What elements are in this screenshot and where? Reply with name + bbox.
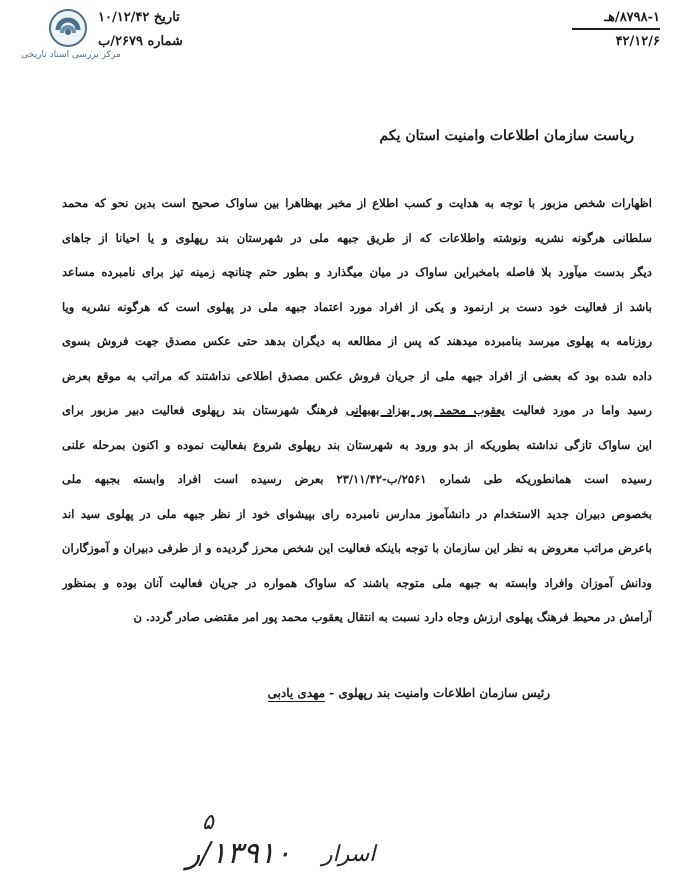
signature-block: [268, 686, 550, 702]
archive-center-logo-icon: [48, 8, 88, 48]
body-line: آرامش در محیط فرهنگ پهلوی ارزش وجاه دارد نسبت به انتقال یعقوب محمد پور امر مقتضی صادر گردد. ن: [133, 610, 652, 624]
letter-date: تاریخ ۱۰/۱۲/۴۲: [98, 10, 180, 25]
body-line: داده شده بود که بعضی از افراد جبهه ملی از جریان فروش عکس مصدق اطلاعی نداشتند که مراتب به موقع بعرض: [62, 368, 652, 383]
body-line: ودانش آموزان وافراد وابسته به جبهه ملی متوجه باشند که ساواک همواره در جریان فعالیت آنان بوده و بمنظور: [62, 575, 652, 590]
body-line: بخصوص دبیران جدید الاستخدام در دانشآموز مدارس نامبرده رای بپیشوای خود از نظر جبهه ملی در پهلوی سید اند: [62, 506, 652, 521]
handwritten-word: اسرار: [322, 842, 376, 867]
body-line: اظهارات شخص مزبور با توجه به هدایت و کسب اطلاع از مخبر بهظاهرا بین ساواک صحیح است بدین نحو که محمد: [62, 196, 652, 210]
signature-name: مهدی یادبی: [267, 686, 326, 700]
addressee: ریاست سازمان اطلاعات وامنیت استان یکم: [379, 128, 634, 144]
logo-text: مرکز بررسی اسناد تاریخی: [21, 50, 121, 60]
body-line: [62, 400, 652, 435]
signature-title: رئیس سازمان اطلاعات وامنیت بند رپهلوی -: [329, 686, 550, 700]
body-line: باشد از فعالیت خود دست بر ارنمود و یکی از افراد مورد اعتماد جبهه ملی در پهلوی است که هرگونه نشریه ویا: [62, 299, 652, 314]
body-line: سلطانی هرگونه نشریه ونوشته واطلاعات که از طریق جبهه ملی در شهرستان بند رپهلوی و یا احیانا از جاهای: [62, 230, 652, 245]
handwritten-code: ۱۳۹۱۰/ر: [186, 836, 292, 871]
body-line: باعرض مراتب معروض به نظر این سازمان با توجه باینکه فعالیت این شخص محرز گردیده و از طرفی دبیران و آموزگاران: [62, 541, 652, 555]
body-line-start: رسید واما در مورد فعالیت: [504, 403, 652, 417]
body-line-end: فرهنگ شهرستان بند رپهلوی فعالیت دبیر مزبور برای: [62, 403, 346, 417]
handwritten-digit: ۵: [202, 810, 214, 835]
body-line: این ساواک تازگی نداشته بطوریکه از بدو ورود به شهرستان بند رپهلوی شروع بفعالیت نموده و اکنون بمرحله علنی: [62, 437, 652, 452]
body-line: دیگر بدست میآورد بلا فاصله بامخبراین ساواک در میان میگذارد و بطور حتم چنانچه زمینه تیز برای نامبرده مساعد: [62, 265, 652, 279]
underlined-name: یعقوب محمد پور بهزاد بهبهانی: [345, 403, 505, 417]
body-line: رسیده است همانطوریکه طی شماره ۲۵۶۱/ب-۲۳/۱۱/۴۲ بعرض رسیده است افراد وابسته بجبهه ملی: [62, 472, 652, 486]
reference-number: ۸۷۹۸-۱/هـ: [604, 10, 660, 25]
body-line: روزنامه به پهلوی میرسد بنامبرده میدهند که پس از مطالعه به دیگران بدهد حتی عکس مصدق جهت فروش بسوی: [62, 334, 652, 348]
letter-number: شماره ۲۶۷۹/ب: [98, 34, 183, 49]
reference-underline: [572, 28, 660, 30]
reference-date: ۴۲/۱۲/۶: [615, 34, 660, 49]
letter-body: [62, 193, 652, 642]
